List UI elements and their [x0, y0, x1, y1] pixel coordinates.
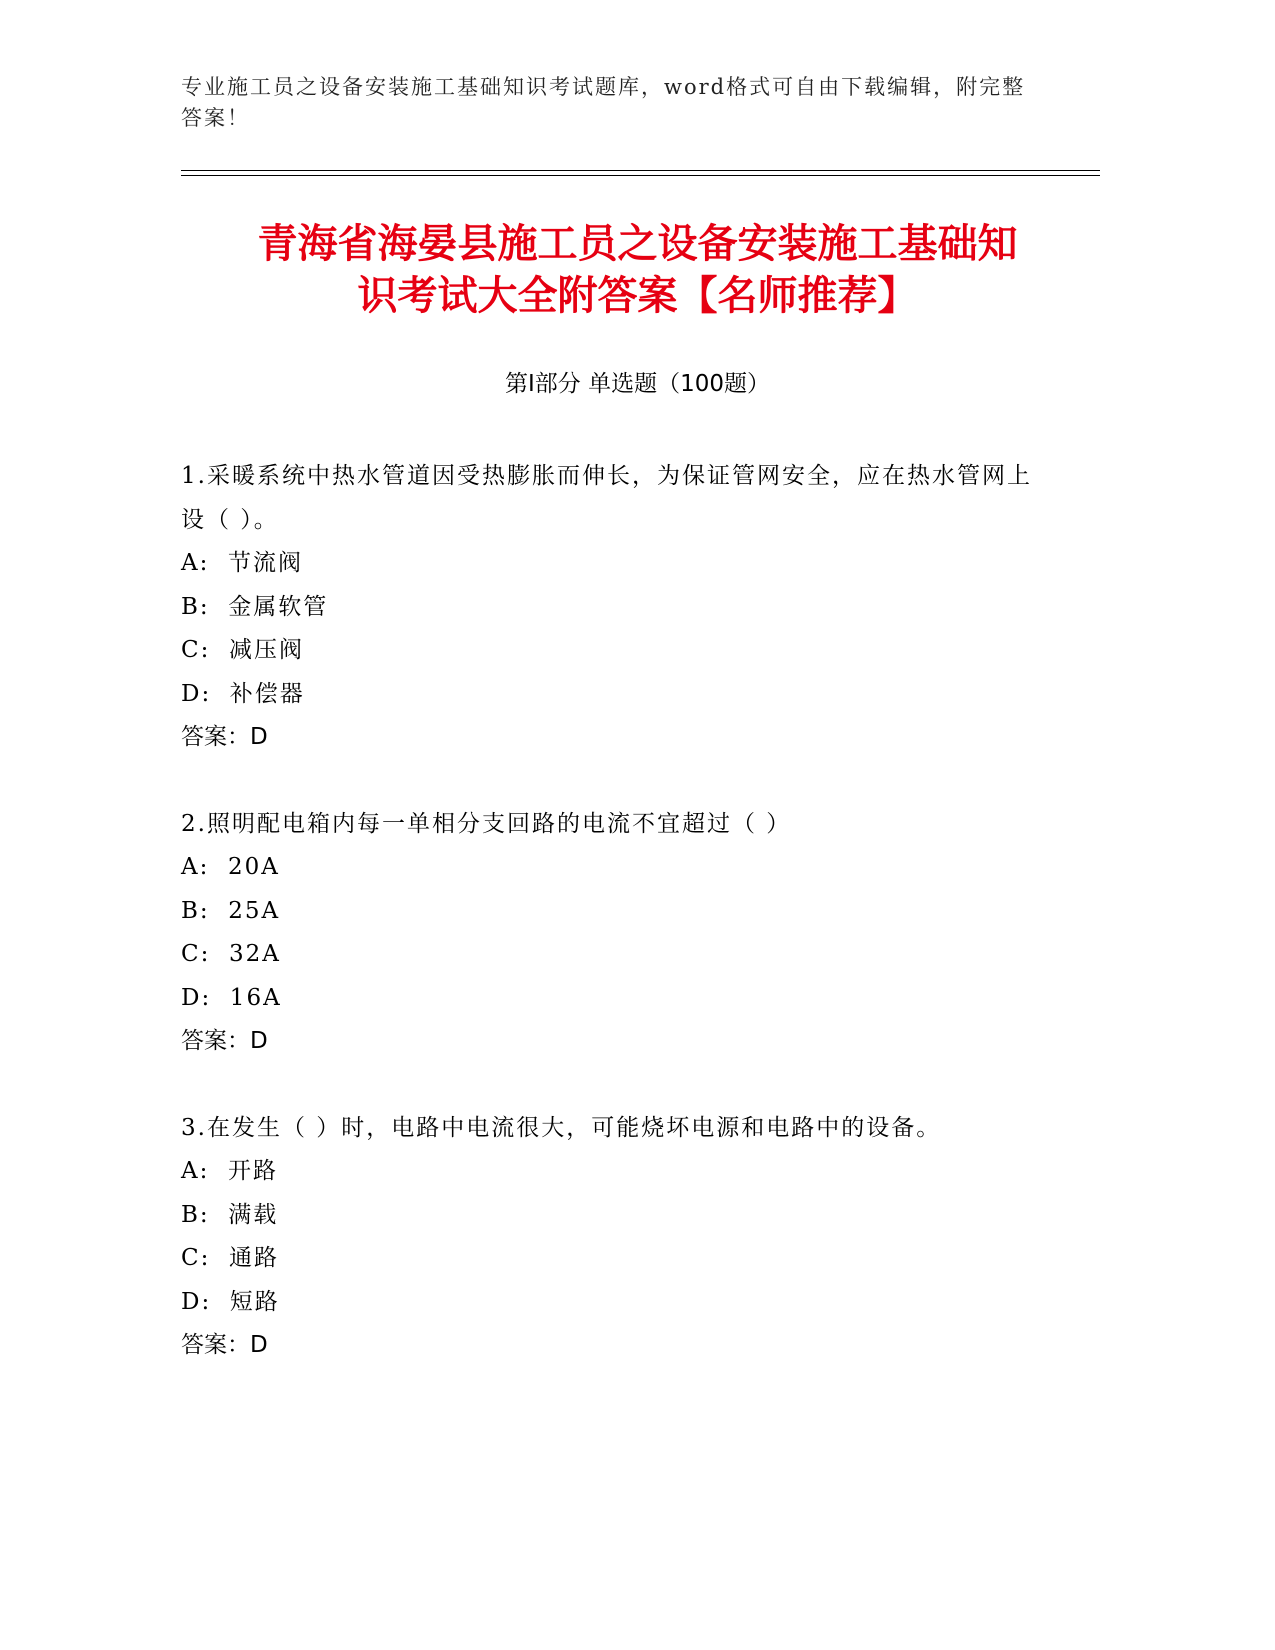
question-3	[181, 1107, 1041, 1368]
answer-line: 答案：D	[181, 1028, 268, 1054]
option-c: C: 通路	[181, 1245, 279, 1271]
option-a: A: 开路	[181, 1158, 278, 1184]
question-stem: 2.照明配电箱内每一单相分支回路的电流不宜超过（ ）	[181, 810, 792, 837]
question-2	[181, 803, 1041, 1064]
option-d: D: 16A	[181, 984, 282, 1011]
option-b: B: 金属软管	[181, 593, 329, 620]
option-b: B: 满载	[181, 1201, 279, 1228]
question-stem: 3.在发生（ ）时，电路中电流很大，可能烧坏电源和电路中的设备。	[181, 1114, 942, 1141]
document-title-line-1: 青海省海晏县施工员之设备安装施工基础知	[257, 221, 1018, 267]
question-1	[181, 455, 1041, 760]
document-title-line-2: 识考试大全附答案【名师推荐】	[357, 273, 918, 319]
option-b: B: 25A	[181, 897, 281, 924]
header-divider-bottom	[181, 175, 1100, 176]
document-title	[150, 218, 1125, 322]
answer-line: 答案：D	[181, 1332, 268, 1358]
option-c: C: 32A	[181, 941, 281, 967]
question-stem: 1.采暖系统中热水管道因受热膨胀而伸长，为保证管网安全，应在热水管网上设（ ）。	[181, 463, 1032, 533]
question-list	[181, 455, 1041, 1411]
option-c: C: 减压阀	[181, 637, 304, 663]
header-divider-top	[181, 170, 1100, 171]
option-d: D: 短路	[181, 1288, 280, 1315]
option-a: A: 节流阀	[181, 550, 303, 576]
option-a: A: 20A	[181, 854, 280, 880]
answer-line: 答案：D	[181, 724, 268, 750]
section-heading: 第Ⅰ部分 单选题（100题）	[505, 371, 770, 397]
page-header-text: 专业施工员之设备安装施工基础知识考试题库，word格式可自由下载编辑，附完整答案！	[181, 75, 1026, 130]
option-d: D: 补偿器	[181, 680, 305, 707]
